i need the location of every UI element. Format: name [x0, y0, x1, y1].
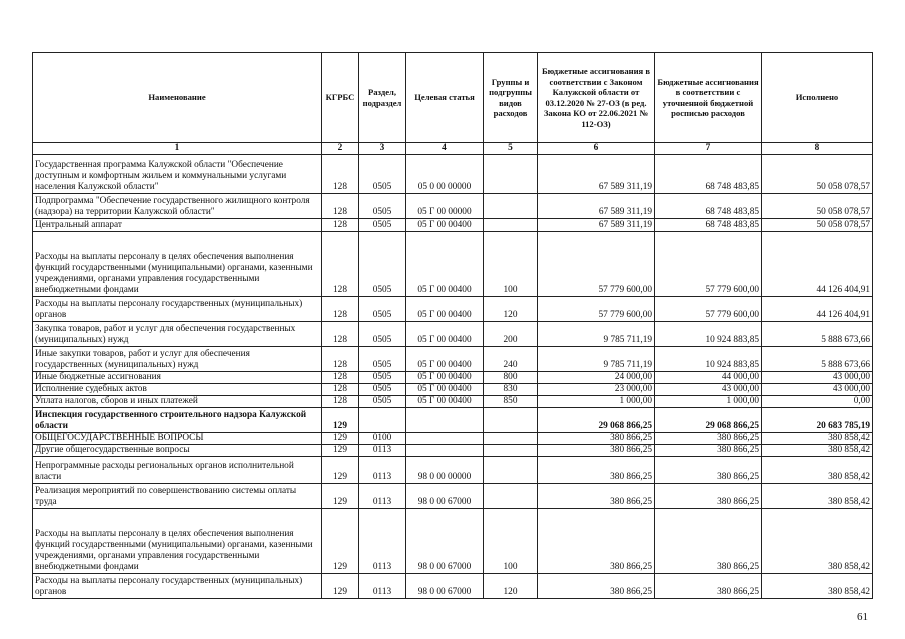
row-target: 05 Г 00 00400: [406, 322, 484, 347]
row-name: Расходы на выплаты персоналу государственных (муниципальных) органов: [33, 297, 322, 322]
row-group: [484, 445, 538, 457]
row-roster-amount: 380 866,25: [655, 484, 762, 509]
row-kgrbs: 128: [322, 384, 359, 396]
row-roster-amount: 10 924 883,85: [655, 322, 762, 347]
row-name: Непрограммные расходы региональных органов исполнительной власти: [33, 457, 322, 484]
row-kgrbs: 128: [322, 372, 359, 384]
row-name: Инспекция государственного строительного надзора Калужской области: [33, 408, 322, 433]
row-name: Другие общегосударственные вопросы: [33, 445, 322, 457]
row-section: 0505: [359, 155, 406, 194]
row-roster-amount: 29 068 866,25: [655, 408, 762, 433]
row-executed-amount: 50 058 078,57: [762, 219, 873, 232]
row-section: 0505: [359, 322, 406, 347]
row-roster-amount: 380 866,25: [655, 574, 762, 599]
row-law-amount: 23 000,00: [538, 384, 655, 396]
row-executed-amount: 20 683 785,19: [762, 408, 873, 433]
row-kgrbs: 128: [322, 155, 359, 194]
row-group: [484, 433, 538, 445]
row-kgrbs: 128: [322, 347, 359, 372]
row-group: 120: [484, 297, 538, 322]
row-section: 0100: [359, 433, 406, 445]
row-group: 850: [484, 396, 538, 408]
row-section: 0113: [359, 445, 406, 457]
row-section: 0113: [359, 574, 406, 599]
row-name: Расходы на выплаты персоналу в целях обеспечения выполнения функций государственными (муниципальными) органами, казенными учреждениями, органами управления государственными внебюджетными фондами: [33, 509, 322, 574]
table-row: [33, 219, 873, 232]
header-group: Группы и подгруппы видов расходов: [484, 53, 538, 143]
row-section: 0505: [359, 232, 406, 297]
table-row: [33, 445, 873, 457]
row-target: 05 Г 00 00400: [406, 384, 484, 396]
row-roster-amount: 57 779 600,00: [655, 297, 762, 322]
row-kgrbs: 129: [322, 445, 359, 457]
row-section: 0505: [359, 347, 406, 372]
row-law-amount: 380 866,25: [538, 574, 655, 599]
row-kgrbs: 129: [322, 509, 359, 574]
row-group: 120: [484, 574, 538, 599]
header-target: Целевая статья: [406, 53, 484, 143]
table-row: [33, 396, 873, 408]
row-group: [484, 484, 538, 509]
row-law-amount: 380 866,25: [538, 457, 655, 484]
table-row: [33, 433, 873, 445]
row-target: 98 0 00 67000: [406, 509, 484, 574]
table-row: [33, 484, 873, 509]
row-group: [484, 219, 538, 232]
table-row: [33, 155, 873, 194]
column-number-row: [33, 143, 873, 155]
row-name: Исполнение судебных актов: [33, 384, 322, 396]
row-section: 0505: [359, 396, 406, 408]
row-kgrbs: 129: [322, 484, 359, 509]
row-name: Иные бюджетные ассигнования: [33, 372, 322, 384]
row-law-amount: 1 000,00: [538, 396, 655, 408]
row-target: 05 Г 00 00400: [406, 372, 484, 384]
row-law-amount: 380 866,25: [538, 445, 655, 457]
row-group: 830: [484, 384, 538, 396]
row-executed-amount: 44 126 404,91: [762, 297, 873, 322]
table-row: [33, 372, 873, 384]
row-target: 98 0 00 00000: [406, 457, 484, 484]
row-kgrbs: 129: [322, 433, 359, 445]
row-roster-amount: 68 748 483,85: [655, 219, 762, 232]
row-name: Расходы на выплаты персоналу государственных (муниципальных) органов: [33, 574, 322, 599]
row-group: 240: [484, 347, 538, 372]
row-kgrbs: 128: [322, 396, 359, 408]
row-name: ОБЩЕГОСУДАРСТВЕННЫЕ ВОПРОСЫ: [33, 433, 322, 445]
row-name: Государственная программа Калужской области "Обеспечение доступным и комфортным жильем и коммунальными услугами населения Калужской области": [33, 155, 322, 194]
row-group: 200: [484, 322, 538, 347]
table-row: [33, 322, 873, 347]
row-law-amount: 24 000,00: [538, 372, 655, 384]
header-law-allocations: Бюджетные ассигнования в соответствии с Законом Калужской области от 03.12.2020 № 27-ОЗ (в ред. Закона КО от 22.06.2021 № 112-ОЗ): [538, 53, 655, 143]
row-roster-amount: 10 924 883,85: [655, 347, 762, 372]
row-group: [484, 155, 538, 194]
row-section: 0113: [359, 457, 406, 484]
row-kgrbs: 128: [322, 219, 359, 232]
row-law-amount: 67 589 311,19: [538, 219, 655, 232]
row-roster-amount: 68 748 483,85: [655, 155, 762, 194]
row-kgrbs: 129: [322, 408, 359, 433]
row-target: 98 0 00 67000: [406, 574, 484, 599]
row-roster-amount: 44 000,00: [655, 372, 762, 384]
row-group: 100: [484, 509, 538, 574]
row-roster-amount: 380 866,25: [655, 509, 762, 574]
row-section: 0113: [359, 484, 406, 509]
row-name: Иные закупки товаров, работ и услуг для обеспечения государственных (муниципальных) нужд: [33, 347, 322, 372]
row-law-amount: 29 068 866,25: [538, 408, 655, 433]
row-executed-amount: 5 888 673,66: [762, 322, 873, 347]
row-section: 0505: [359, 297, 406, 322]
header-section: Раздел, подраздел: [359, 53, 406, 143]
row-roster-amount: 43 000,00: [655, 384, 762, 396]
row-group: 100: [484, 232, 538, 297]
header-roster-allocations: Бюджетные ассигнования в соответствии с уточненной бюджетной росписью расходов: [655, 53, 762, 143]
row-roster-amount: 380 866,25: [655, 433, 762, 445]
page-number: 61: [857, 611, 868, 623]
row-group: [484, 457, 538, 484]
row-section: 0505: [359, 219, 406, 232]
row-name: Подпрограмма "Обеспечение государственного жилищного контроля (надзора) на территории Калужской области": [33, 194, 322, 219]
row-executed-amount: 43 000,00: [762, 372, 873, 384]
row-target: 05 Г 00 00400: [406, 297, 484, 322]
table-row: [33, 408, 873, 433]
table-row: [33, 232, 873, 297]
row-target: [406, 408, 484, 433]
row-law-amount: 9 785 711,19: [538, 322, 655, 347]
row-executed-amount: 50 058 078,57: [762, 194, 873, 219]
row-law-amount: 57 779 600,00: [538, 232, 655, 297]
row-executed-amount: 43 000,00: [762, 384, 873, 396]
row-target: 98 0 00 67000: [406, 484, 484, 509]
row-law-amount: 380 866,25: [538, 484, 655, 509]
row-executed-amount: 5 888 673,66: [762, 347, 873, 372]
budget-table: [32, 52, 873, 599]
column-number: 3: [359, 143, 406, 155]
row-section: [359, 408, 406, 433]
row-executed-amount: 380 858,42: [762, 509, 873, 574]
table-row: [33, 457, 873, 484]
row-target: 05 Г 00 00000: [406, 194, 484, 219]
column-number: 1: [33, 143, 322, 155]
row-law-amount: 380 866,25: [538, 433, 655, 445]
table-row: [33, 384, 873, 396]
column-number: 7: [655, 143, 762, 155]
row-law-amount: 380 866,25: [538, 509, 655, 574]
row-executed-amount: 0,00: [762, 396, 873, 408]
row-executed-amount: 50 058 078,57: [762, 155, 873, 194]
row-name: Реализация мероприятий по совершенствованию системы оплаты труда: [33, 484, 322, 509]
row-section: 0113: [359, 509, 406, 574]
row-target: 05 Г 00 00400: [406, 347, 484, 372]
row-executed-amount: 380 858,42: [762, 484, 873, 509]
row-name: Закупка товаров, работ и услуг для обеспечения государственных (муниципальных) нужд: [33, 322, 322, 347]
table-body: [33, 155, 873, 599]
header-name: Наименование: [33, 53, 322, 143]
row-law-amount: 57 779 600,00: [538, 297, 655, 322]
row-target: [406, 433, 484, 445]
row-law-amount: 67 589 311,19: [538, 194, 655, 219]
row-section: 0505: [359, 384, 406, 396]
row-target: 05 Г 00 00400: [406, 219, 484, 232]
row-executed-amount: 380 858,42: [762, 574, 873, 599]
row-group: 800: [484, 372, 538, 384]
row-name: Уплата налогов, сборов и иных платежей: [33, 396, 322, 408]
row-kgrbs: 129: [322, 574, 359, 599]
row-target: 05 Г 00 00400: [406, 232, 484, 297]
row-group: [484, 194, 538, 219]
column-number: 2: [322, 143, 359, 155]
row-target: 05 Г 00 00400: [406, 396, 484, 408]
table-row: [33, 574, 873, 599]
row-executed-amount: 380 858,42: [762, 457, 873, 484]
row-executed-amount: 380 858,42: [762, 445, 873, 457]
column-number: 6: [538, 143, 655, 155]
table-row: [33, 194, 873, 219]
row-executed-amount: 380 858,42: [762, 433, 873, 445]
table-row: [33, 347, 873, 372]
row-kgrbs: 128: [322, 297, 359, 322]
column-number: 4: [406, 143, 484, 155]
row-section: 0505: [359, 194, 406, 219]
row-law-amount: 9 785 711,19: [538, 347, 655, 372]
row-executed-amount: 44 126 404,91: [762, 232, 873, 297]
table-row: [33, 297, 873, 322]
row-roster-amount: 57 779 600,00: [655, 232, 762, 297]
row-kgrbs: 128: [322, 194, 359, 219]
row-kgrbs: 129: [322, 457, 359, 484]
row-kgrbs: 128: [322, 322, 359, 347]
row-group: [484, 408, 538, 433]
row-law-amount: 67 589 311,19: [538, 155, 655, 194]
row-name: Расходы на выплаты персоналу в целях обеспечения выполнения функций государственными (муниципальными) органами, казенными учреждениями, органами управления государственными внебюджетными фондами: [33, 232, 322, 297]
row-target: 05 0 00 00000: [406, 155, 484, 194]
table-row: [33, 509, 873, 574]
row-kgrbs: 128: [322, 232, 359, 297]
row-section: 0505: [359, 372, 406, 384]
row-roster-amount: 380 866,25: [655, 457, 762, 484]
header-kgrbs: КГРБС: [322, 53, 359, 143]
row-roster-amount: 380 866,25: [655, 445, 762, 457]
row-roster-amount: 68 748 483,85: [655, 194, 762, 219]
header-executed: Исполнено: [762, 53, 873, 143]
row-name: Центральный аппарат: [33, 219, 322, 232]
row-roster-amount: 1 000,00: [655, 396, 762, 408]
column-number: 8: [762, 143, 873, 155]
header-row: [33, 53, 873, 143]
row-target: [406, 445, 484, 457]
column-number: 5: [484, 143, 538, 155]
